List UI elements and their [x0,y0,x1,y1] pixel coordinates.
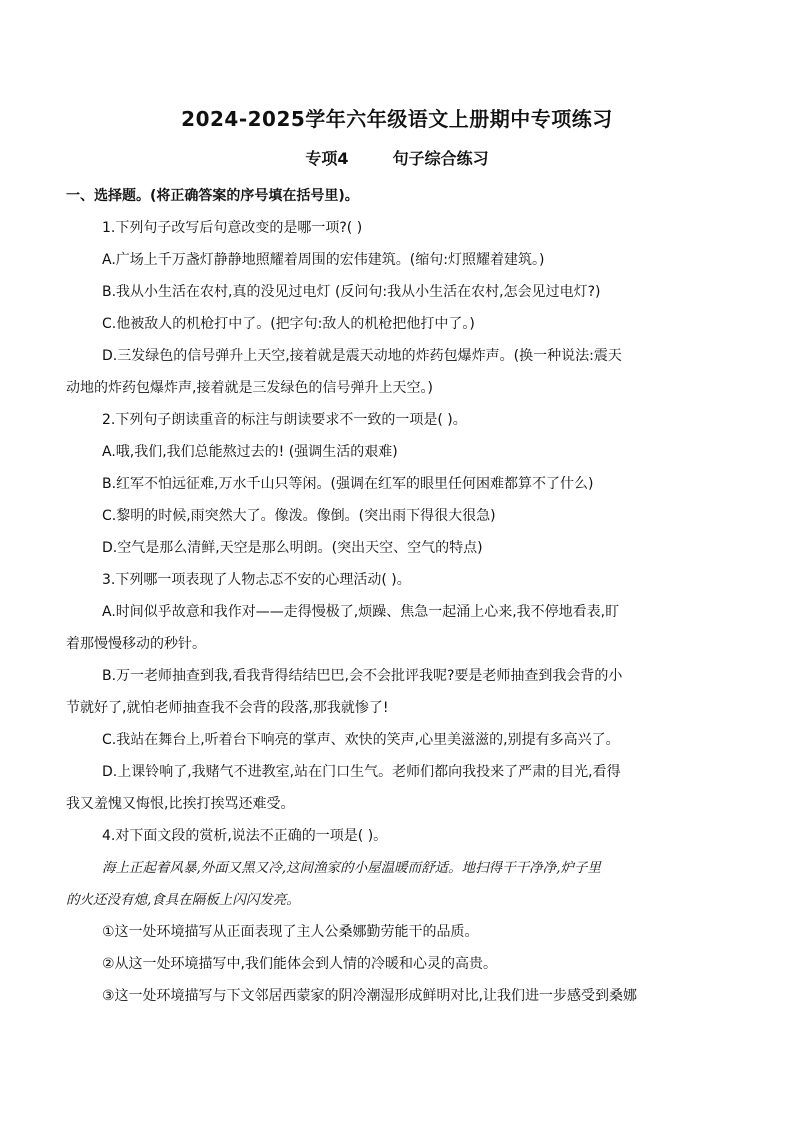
question-2-option-b: B.红军不怕远征难,万水千山只等闲。(强调在红军的眼里任何困难都算不了什么) [102,476,594,492]
question-1-option-d-line2: 动地的炸药包爆炸声,接着就是三发绿色的信号弹升上天空。) [66,380,433,396]
question-1-option-a: A.广场上千万盏灯静静地照耀着周围的宏伟建筑。(缩句:灯照耀着建筑。) [102,252,545,268]
question-1-option-b: B.我从小生活在农村,真的没见过电灯 (反问句:我从小生活在农村,怎会见过电灯?) [102,284,601,300]
question-4-passage-line1: 海上正起着风暴,外面又黑又冷,这间渔家的小屋温暖而舒适。地扫得干干净净,炉子里 [102,860,601,876]
question-3-stem: 3.下列哪一项表现了人物忐忑不安的心理活动( )。 [102,572,411,588]
question-1-option-d-line1: D.三发绿色的信号弹升上天空,接着就是震天动地的炸药包爆炸声。(换一种说法:震天 [102,348,622,364]
question-2-stem: 2.下列句子朗读重音的标注与朗读要求不一致的一项是( )。 [102,412,467,428]
question-4-option-1: ①这一处环境描写从正面表现了主人公桑娜勤劳能干的品质。 [102,924,479,940]
question-4-option-3: ③这一处环境描写与下文邻居西蒙家的阴冷潮湿形成鲜明对比,让我们进一步感受到桑娜 [102,988,637,1004]
page-title: 2024-2025学年六年级语文上册期中专项练习 [181,107,613,131]
question-4-passage-line2: 的火还没有熄,食具在隔板上闪闪发亮。 [66,892,300,908]
question-3-option-b-line1: B.万一老师抽查到我,看我背得结结巴巴,会不会批评我呢?要是老师抽查到我会背的小 [102,668,623,684]
subtitle-label: 专项4 [305,149,349,168]
question-2-option-d: D.空气是那么清鲜,天空是那么明朗。(突出天空、空气的特点) [102,540,483,556]
question-3-option-d-line1: D.上课铃响了,我赌气不进教室,站在门口生气。老师们都向我投来了严肃的目光,看得 [102,764,621,780]
subtitle-name: 句子综合练习 [392,149,489,168]
question-3-option-a-line2: 着那慢慢移动的秒针。 [66,636,206,652]
question-3-option-b-line2: 节就好了,就怕老师抽查我不会背的段落,那我就惨了! [66,700,389,716]
section-heading: 一、选择题。(将正确答案的序号填在括号里)。 [66,188,359,204]
question-3-option-d-line2: 我又羞愧又悔恨,比挨打挨骂还难受。 [66,796,295,812]
question-1-stem: 1.下列句子改写后句意改变的是哪一项?( ) [102,220,363,236]
section-choice-questions [66,180,726,1012]
question-3-option-a-line1: A.时间似乎故意和我作对——走得慢极了,烦躁、焦急一起涌上心来,我不停地看表,盯 [102,604,620,620]
question-3-option-c: C.我站在舞台上,听着台下响亮的掌声、欢快的笑声,心里美滋滋的,别提有多高兴了。 [102,732,620,748]
question-2-option-c: C.黎明的时候,雨突然大了。像泼。像倒。(突出雨下得很大很急) [102,508,496,524]
question-2-option-a: A.哦,我们,我们总能熬过去的! (强调生活的艰难) [102,444,398,460]
page-subtitle [0,146,794,169]
question-4-stem: 4.对下面文段的赏析,说法不正确的一项是( )。 [102,828,388,844]
question-1-option-c: C.他被敌人的机枪打中了。(把字句:敌人的机枪把他打中了。) [102,316,475,332]
question-4-option-2: ②从这一处环境描写中,我们能体会到人情的冷暖和心灵的高贵。 [102,956,497,972]
